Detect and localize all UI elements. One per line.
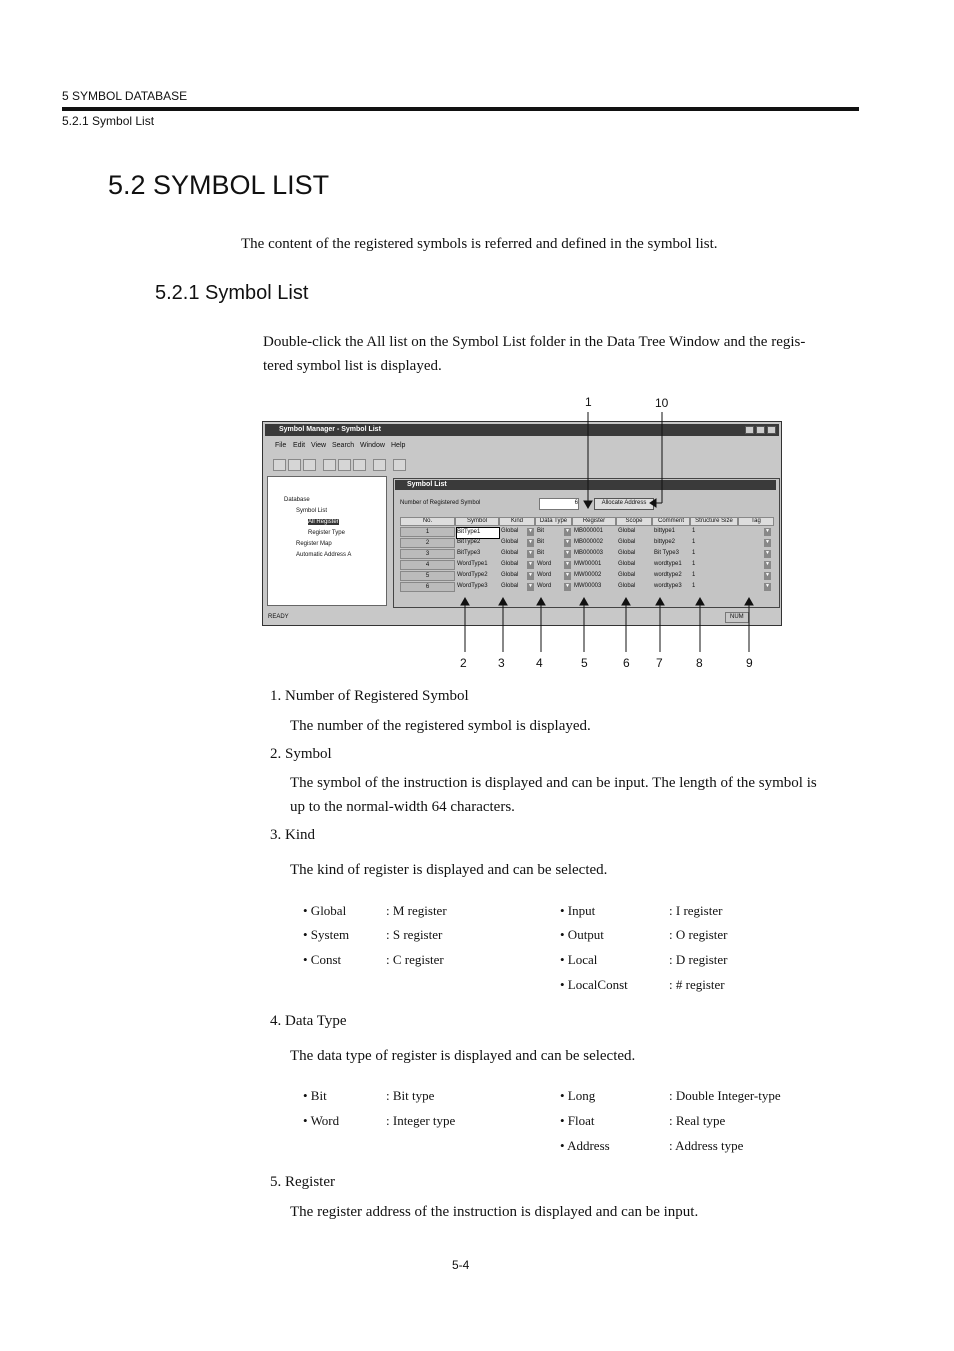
tree-item-register-type[interactable]: Register Type	[308, 530, 345, 536]
dropdown-icon[interactable]: ▼	[765, 551, 770, 556]
symbol-cell[interactable]: BitType2	[457, 539, 481, 545]
kind-list-value: : I register	[669, 903, 723, 918]
item-title: 3. Kind	[270, 827, 315, 843]
tree-item-database[interactable]: Database	[284, 497, 310, 503]
inner-title: Symbol List	[407, 481, 447, 488]
scope-cell: Global	[618, 561, 636, 567]
kind-cell[interactable]: Global	[501, 561, 519, 567]
menu-search[interactable]: Search	[332, 442, 355, 449]
comment-cell[interactable]: bittype2	[654, 539, 676, 545]
allocate-address-button[interactable]: Allocate Address	[594, 498, 654, 510]
dropdown-icon[interactable]: ▼	[528, 562, 533, 567]
kind-list-item: • Output	[560, 927, 604, 942]
dropdown-icon[interactable]: ▼	[765, 573, 770, 578]
datatype-list-value: : Address type	[669, 1138, 744, 1153]
structure-size-cell[interactable]: 1	[692, 561, 696, 567]
symbol-cell[interactable]: BitType1	[456, 527, 500, 539]
column-header[interactable]: Register	[572, 517, 616, 526]
kind-cell[interactable]: Global	[501, 539, 519, 545]
column-header[interactable]: Scope	[616, 517, 652, 526]
datatype-cell[interactable]: Bit	[537, 539, 545, 545]
symbol-cell[interactable]: WordType1	[457, 561, 488, 567]
item-description	[290, 858, 860, 882]
callout-number: 7	[656, 656, 663, 670]
item-title: 5. Register	[270, 1174, 335, 1190]
datatype-cell[interactable]: Bit	[537, 528, 545, 534]
menu-window[interactable]: Window	[360, 442, 385, 449]
dropdown-icon[interactable]: ▼	[528, 551, 533, 556]
datatype-list-item: • Word	[303, 1113, 340, 1128]
menu-edit[interactable]: Edit	[293, 442, 306, 449]
registered-symbol-count: 6	[539, 498, 579, 510]
window-title: Symbol Manager - Symbol List	[279, 426, 381, 433]
kind-list-value: : D register	[669, 952, 728, 967]
comment-cell[interactable]: Bit Type3	[654, 550, 679, 556]
column-header[interactable]: Tag	[738, 517, 774, 526]
symbol-cell[interactable]: WordType2	[457, 572, 488, 578]
kind-list-item: • System	[303, 927, 350, 942]
section-heading: 5.2.1 Symbol List	[155, 282, 309, 304]
running-header-chapter: 5 SYMBOL DATABASE	[62, 89, 188, 103]
kind-list-item: • LocalConst	[560, 977, 628, 992]
register-cell[interactable]: MB000002	[574, 539, 604, 545]
dropdown-icon[interactable]: ▼	[765, 540, 770, 545]
structure-size-cell[interactable]: 1	[692, 539, 696, 545]
structure-size-cell[interactable]: 1	[692, 583, 696, 589]
item-description	[290, 1044, 860, 1068]
kind-list-value: : S register	[386, 927, 443, 942]
dropdown-icon[interactable]: ▼	[528, 584, 533, 589]
paragraph-line: Double-click the All list on the Symbol List folder in the Data Tree Window and the regis-	[263, 334, 806, 350]
callout-number: 9	[746, 656, 753, 670]
callout-number: 10	[655, 396, 669, 410]
datatype-cell[interactable]: Word	[537, 583, 552, 589]
kind-list-item: • Local	[560, 952, 598, 967]
callout-number: 2	[460, 656, 467, 670]
running-header-section: 5.2.1 Symbol List	[62, 114, 155, 128]
register-cell[interactable]: MW00001	[574, 561, 602, 567]
description-line: up to the normal-width 64 characters.	[290, 799, 515, 815]
callout-number: 6	[623, 656, 630, 670]
register-cell[interactable]: MW00002	[574, 572, 602, 578]
dropdown-icon[interactable]: ▼	[565, 562, 570, 567]
row-number: 2	[400, 538, 455, 548]
tree-item-register-map[interactable]: Register Map	[296, 541, 332, 547]
symbol-cell[interactable]: BitType3	[457, 550, 481, 556]
menu-file[interactable]: File	[275, 442, 287, 449]
comment-cell[interactable]: wordtype2	[654, 572, 682, 578]
description-line: The symbol of the instruction is displayed and can be input. The length of the symbol is	[290, 775, 817, 791]
kind-list-item: • Input	[560, 903, 596, 918]
column-header[interactable]: No.	[400, 517, 455, 526]
intro-paragraph: The content of the registered symbols is referred and defined in the symbol list.	[241, 236, 718, 252]
menu-help[interactable]: Help	[391, 442, 406, 449]
row-number: 3	[400, 549, 455, 559]
register-cell[interactable]: MB000001	[574, 528, 604, 534]
kind-cell[interactable]: Global	[501, 572, 519, 578]
tree-item-all-register[interactable]: All Register	[308, 519, 339, 525]
description-line: The data type of register is displayed and can be selected.	[290, 1048, 636, 1064]
datatype-list-item: • Address	[560, 1138, 610, 1153]
menu-view[interactable]: View	[311, 442, 327, 449]
datatype-list-item: • Long	[560, 1088, 596, 1103]
num-lock-indicator: NUM	[725, 612, 749, 623]
dropdown-icon[interactable]: ▼	[528, 540, 533, 545]
datatype-list-value: : Bit type	[386, 1088, 435, 1103]
column-header[interactable]: Structure Size	[690, 517, 738, 526]
dropdown-icon[interactable]: ▼	[528, 529, 533, 534]
kind-list-value: : # register	[669, 977, 725, 992]
dropdown-icon[interactable]: ▼	[765, 584, 770, 589]
structure-size-cell[interactable]: 1	[692, 572, 696, 578]
tree-item-symbol-list[interactable]: Symbol List	[296, 508, 328, 514]
comment-cell[interactable]: bittype1	[654, 528, 676, 534]
item-title: 4. Data Type	[270, 1013, 347, 1029]
kind-list-value: : M register	[386, 903, 447, 918]
register-cell[interactable]: MB000003	[574, 550, 604, 556]
datatype-cell[interactable]: Word	[537, 561, 552, 567]
item-title: 1. Number of Registered Symbol	[270, 688, 469, 704]
kind-cell[interactable]: Global	[501, 550, 519, 556]
kind-cell[interactable]: Global	[501, 583, 519, 589]
dropdown-icon[interactable]: ▼	[765, 562, 770, 567]
column-header[interactable]: Kind	[499, 517, 535, 526]
tree-item-automatic-address[interactable]: Automatic Address A	[296, 552, 352, 558]
page-title: 5.2 SYMBOL LIST	[108, 170, 330, 200]
scope-cell: Global	[618, 550, 636, 556]
scope-cell: Global	[618, 528, 636, 534]
kind-list-item: • Global	[303, 903, 347, 918]
dropdown-icon[interactable]: ▼	[765, 529, 770, 534]
dropdown-icon[interactable]: ▼	[565, 573, 570, 578]
kind-cell[interactable]: Global	[501, 528, 519, 534]
callout-number: 8	[696, 656, 703, 670]
row-number: 5	[400, 571, 455, 581]
dropdown-icon[interactable]: ▼	[528, 573, 533, 578]
description-line: The number of the registered symbol is displayed.	[290, 718, 591, 734]
column-header[interactable]: Data Type	[535, 517, 572, 526]
callout-number: 4	[536, 656, 543, 670]
column-header[interactable]: Symbol	[455, 517, 499, 526]
item-description	[290, 1200, 860, 1224]
datatype-list-value: : Real type	[669, 1113, 726, 1128]
datatype-list-item: • Bit	[303, 1088, 327, 1103]
dropdown-icon[interactable]: ▼	[565, 551, 570, 556]
dropdown-icon[interactable]: ▼	[565, 529, 570, 534]
datatype-list-value: : Double Integer-type	[669, 1088, 781, 1103]
page-number: 5-4	[452, 1258, 470, 1272]
callout-number: 1	[585, 395, 592, 409]
kind-list-value: : C register	[386, 952, 444, 967]
row-number: 1	[400, 527, 455, 537]
comment-cell[interactable]: wordtype1	[654, 561, 682, 567]
registered-symbol-label: Number of Registered Symbol	[400, 500, 481, 506]
register-cell[interactable]: MW00003	[574, 583, 602, 589]
kind-list-value: : O register	[669, 927, 728, 942]
dropdown-icon[interactable]: ▼	[565, 584, 570, 589]
comment-cell[interactable]: wordtype3	[654, 583, 682, 589]
row-number: 6	[400, 582, 455, 592]
datatype-list-item: • Float	[560, 1113, 595, 1128]
scope-cell: Global	[618, 572, 636, 578]
scope-cell: Global	[618, 539, 636, 545]
dropdown-icon[interactable]: ▼	[565, 540, 570, 545]
datatype-cell[interactable]: Word	[537, 572, 552, 578]
datatype-list-value: : Integer type	[386, 1113, 456, 1128]
datatype-cell[interactable]: Bit	[537, 550, 545, 556]
structure-size-cell[interactable]: 1	[692, 550, 696, 556]
row-number: 4	[400, 560, 455, 570]
item-description	[290, 714, 860, 738]
callout-number: 5	[581, 656, 588, 670]
scope-cell: Global	[618, 583, 636, 589]
structure-size-cell[interactable]: 1	[692, 528, 696, 534]
callout-number: 3	[498, 656, 505, 670]
item-title: 2. Symbol	[270, 746, 332, 762]
description-line: The kind of register is displayed and can be selected.	[290, 862, 608, 878]
item-description	[290, 771, 860, 819]
symbol-cell[interactable]: WordType3	[457, 583, 488, 589]
paragraph-line: tered symbol list is displayed.	[263, 358, 442, 374]
description-line: The register address of the instruction is displayed and can be input.	[290, 1204, 699, 1220]
status-text: READY	[268, 614, 289, 620]
column-header[interactable]: Comment	[652, 517, 690, 526]
kind-list-item: • Const	[303, 952, 342, 967]
